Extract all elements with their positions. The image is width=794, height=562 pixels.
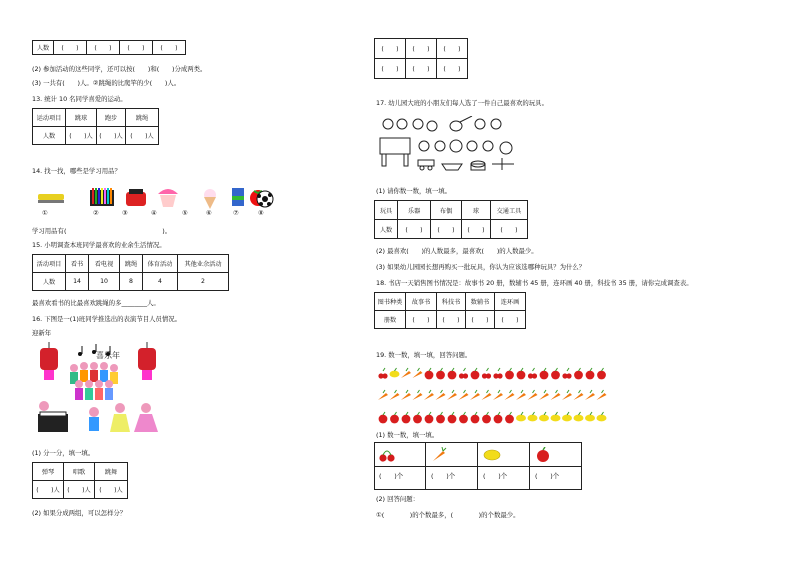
- table-cell: ( )人: [66, 127, 97, 145]
- table-header: 跳球: [66, 109, 97, 127]
- table-cell: 人数: [33, 273, 66, 291]
- table-cell: ( )人: [126, 127, 159, 145]
- question-15-title: 15. 小明调查本班同学最喜欢的业余生活情况。: [32, 241, 166, 249]
- carrot-icon: [505, 390, 515, 400]
- banner-text: 喜乐年: [96, 351, 120, 360]
- right-top-table: [374, 38, 468, 79]
- carrot-icon: [401, 368, 411, 378]
- table-header: 看电视: [89, 255, 120, 273]
- count-cell: ( )个: [379, 472, 404, 480]
- carrot-icon: [585, 390, 595, 400]
- lemon-icon: [562, 412, 572, 421]
- apple-icon: [494, 412, 503, 423]
- count-cell: ( )个: [483, 472, 508, 480]
- q15-table: [32, 254, 229, 291]
- apple-icon: [425, 412, 434, 423]
- table-cell: ( ): [375, 39, 406, 59]
- cherry-icon: [482, 368, 491, 379]
- q17-table: [374, 200, 528, 239]
- q19-table: [374, 442, 582, 490]
- question-text: (3) 一共有( )人。②跳绳的比爬竿的少( )人。: [32, 79, 181, 87]
- table-header: 科技书: [437, 293, 466, 311]
- lemon-icon: [585, 412, 595, 421]
- toys-illustration: [378, 116, 518, 174]
- apple-icon: [436, 412, 445, 423]
- table-header: 连环画: [495, 293, 526, 311]
- question-17-title: 17. 幼儿园大班的小朋友们每人选了一件自己最喜欢的玩具。: [376, 99, 548, 107]
- lemon-icon: [574, 412, 584, 421]
- carrot-icon: [459, 390, 469, 400]
- sub-question: (1) 数一数，填一填。: [376, 431, 439, 439]
- apple-icon: [436, 368, 445, 379]
- cherry-icon: [379, 447, 395, 463]
- table-header: 其他业余活动: [178, 255, 229, 273]
- teddy-icon: [475, 119, 501, 151]
- count-cell: ( )个: [431, 472, 456, 480]
- option-label: ②: [93, 209, 99, 217]
- lemon-icon: [551, 412, 561, 421]
- table-header: 弹琴: [33, 463, 64, 481]
- table-cell: ( ): [153, 41, 186, 55]
- carrot-icon: [390, 390, 400, 400]
- table-cell: ( ): [406, 59, 437, 79]
- table-cell: 10: [89, 273, 120, 291]
- table-cell: 14: [66, 273, 89, 291]
- apple-icon: [517, 368, 526, 379]
- piano-icon: [380, 138, 410, 166]
- drum-icon: [471, 161, 485, 170]
- lemon-icon: [516, 412, 526, 421]
- question-14-title: 14. 找一找，哪些是学习用品？: [32, 167, 121, 175]
- table-header: 故事书: [406, 293, 437, 311]
- table-cell: ( ): [406, 39, 437, 59]
- option-label: ①: [42, 209, 48, 217]
- table-cell: ( ): [87, 41, 120, 55]
- carrot-icon: [482, 390, 492, 400]
- table-header: 数辅书: [466, 293, 495, 311]
- apple-icon: [448, 368, 457, 379]
- question-note: 最喜欢看书的比最喜欢跳绳的多________人。: [32, 299, 160, 307]
- lemon-icon: [597, 412, 607, 421]
- q16-table: [32, 462, 128, 499]
- option-label: ⑥: [206, 209, 212, 217]
- table-header: 球: [462, 201, 491, 220]
- ice-cream-icon: [204, 189, 216, 209]
- apple-icon: [459, 412, 468, 423]
- table-header: 运动项目: [33, 109, 66, 127]
- carrot-icon: [597, 390, 607, 400]
- table-cell: ( ): [398, 220, 431, 239]
- table-cell: ( ): [437, 311, 466, 329]
- option-label: ⑤: [182, 209, 188, 217]
- table-cell: 4: [143, 273, 178, 291]
- lemon-icon: [483, 449, 501, 461]
- carrot-icon: [447, 390, 457, 400]
- doll-icon: [413, 119, 445, 151]
- singer-icon: [89, 407, 99, 431]
- question-16-title: 16. 下图是一(1)班同学推选出的表演节目人员情况。: [32, 315, 182, 323]
- stapler-icon: [38, 194, 64, 203]
- table-cell: ( ): [491, 220, 528, 239]
- carrot-icon: [436, 390, 446, 400]
- table-header: 玩具: [375, 201, 398, 220]
- table-cell: ( ): [54, 41, 87, 55]
- carrot-icon: [574, 390, 584, 400]
- table-cell: ( ): [375, 59, 406, 79]
- carrot-icon: [413, 390, 423, 400]
- table-cell: ( ): [437, 59, 468, 79]
- question-18-title: 18. 书店一天销售图书情况是：故事书 20 册，数辅书 45 册，连环画 40 册，科技书 35 册，请你完成调查表。: [376, 279, 693, 287]
- bear-icon: [383, 119, 407, 129]
- table-cell: 8: [120, 273, 143, 291]
- table-header: 图书种类: [375, 293, 406, 311]
- sub-question: (2) 最喜欢( )的人数最多，最喜欢( )的人数最少。: [376, 247, 538, 255]
- table-header: 活动项目: [33, 255, 66, 273]
- question-text: (2) 参加活动的这些同学，还可以按( )和( )分成两类。: [32, 65, 207, 73]
- table-header: 跳舞: [95, 463, 128, 481]
- carrot-icon: [562, 390, 572, 400]
- count-cell: ( )个: [535, 472, 560, 480]
- fruit-rows-image: [378, 366, 618, 424]
- question-19-title: 19. 数一数，填一填，回答问题。: [376, 351, 472, 359]
- apple-icon: [425, 368, 434, 379]
- apple-icon: [471, 412, 480, 423]
- option-label: ③: [122, 209, 128, 217]
- question-13-title: 13. 统计 10 名同学喜爱的运动。: [32, 95, 127, 103]
- table-cell: ( ): [120, 41, 153, 55]
- apple-icon: [597, 368, 606, 379]
- apple-icon: [482, 412, 491, 423]
- carrot-icon: [401, 390, 411, 400]
- cherry-icon: [562, 368, 571, 379]
- guitar-icon: [450, 116, 472, 131]
- cupcake-icon: [158, 189, 178, 207]
- carrot-icon: [528, 390, 538, 400]
- carrot-icon: [551, 390, 561, 400]
- answer-line: ①( )的个数最多，( )的个数最少。: [376, 511, 520, 519]
- apple-icon: [390, 412, 399, 423]
- carrot-icon: [424, 390, 434, 400]
- sub-question: (1) 请你数一数，填一填。: [376, 187, 451, 195]
- carrot-icon: [493, 390, 503, 400]
- juice-box-icon: [232, 188, 244, 206]
- apple-icon: [505, 412, 514, 423]
- table-cell: 2: [178, 273, 229, 291]
- apple-icon: [535, 447, 551, 463]
- apple-icon: [413, 412, 422, 423]
- q18-table: [374, 292, 526, 329]
- table-cell: ( ): [406, 311, 437, 329]
- boat-icon: [442, 164, 462, 170]
- carrot-icon: [431, 447, 447, 463]
- table-header: 布偶: [431, 201, 462, 220]
- table-cell: ( )人: [64, 481, 95, 499]
- cherry-icon: [493, 368, 502, 379]
- table-header: 跳绳: [126, 109, 159, 127]
- apple-icon: [540, 368, 549, 379]
- table-cell: ( ): [437, 39, 468, 59]
- table-header: 体育活动: [143, 255, 178, 273]
- lemon-icon: [539, 412, 549, 421]
- table-cell: 人数: [33, 127, 66, 145]
- apple-icon: [574, 368, 583, 379]
- sub-question: (2) 回答问题：: [376, 495, 420, 503]
- apple-icon: [586, 368, 595, 379]
- option-label: ④: [151, 209, 157, 217]
- carrot-icon: [470, 390, 480, 400]
- left-top-table: [32, 40, 186, 55]
- school-supplies-image: [34, 186, 284, 216]
- apple-icon: [379, 412, 388, 423]
- car-icon: [418, 160, 434, 170]
- pencil-case-icon: [126, 189, 146, 206]
- table-cell: ( ): [466, 311, 495, 329]
- ball-icon: [450, 140, 512, 154]
- lemon-icon: [528, 412, 538, 421]
- carrot-icon: [378, 390, 388, 400]
- lemon-icon: [390, 368, 400, 377]
- cherry-icon: [378, 368, 387, 379]
- table-cell: 人数: [33, 41, 54, 55]
- apple-icon: [551, 368, 560, 379]
- cherry-icon: [528, 368, 537, 379]
- table-header: 跑步: [97, 109, 126, 127]
- table-cell: ( )人: [97, 127, 126, 145]
- carrot-icon: [539, 390, 549, 400]
- sub-question: (3) 如果幼儿园园长想再购买一批玩具，你认为应该选哪种玩具？为什么？: [376, 263, 586, 271]
- table-header: 跳绳: [120, 255, 143, 273]
- answer-line: 学习用品有( )。: [32, 227, 172, 235]
- apple-icon: [471, 368, 480, 379]
- carrot-icon: [413, 368, 423, 378]
- table-cell: 人数: [375, 220, 398, 239]
- table-cell: ( ): [431, 220, 462, 239]
- apple-icon: [505, 368, 514, 379]
- soccer-ball-icon: [256, 190, 274, 208]
- table-cell: ( ): [462, 220, 491, 239]
- apple-icon: [448, 412, 457, 423]
- sub-question: (2) 如果分成两组，可以怎样分？: [32, 509, 127, 517]
- plane-icon: [492, 158, 514, 170]
- option-label: ⑦: [233, 209, 239, 217]
- sub-question: (1) 分一分，填一填。: [32, 449, 95, 457]
- colored-pencils-icon: [90, 188, 114, 206]
- carrot-icon: [516, 390, 526, 400]
- table-header: 唱歌: [64, 463, 95, 481]
- table-header: 看书: [66, 255, 89, 273]
- table-cell: ( )人: [33, 481, 64, 499]
- option-label: ⑧: [258, 209, 264, 217]
- table-cell: 册数: [375, 311, 406, 329]
- apple-icon: [402, 412, 411, 423]
- table-cell: ( ): [495, 311, 526, 329]
- image-caption: 迎新年: [32, 329, 52, 337]
- cherry-icon: [459, 368, 468, 379]
- table-header: 交通工具: [491, 201, 528, 220]
- table-cell: ( )人: [95, 481, 128, 499]
- q13-table: [32, 108, 159, 145]
- table-header: 乐器: [398, 201, 431, 220]
